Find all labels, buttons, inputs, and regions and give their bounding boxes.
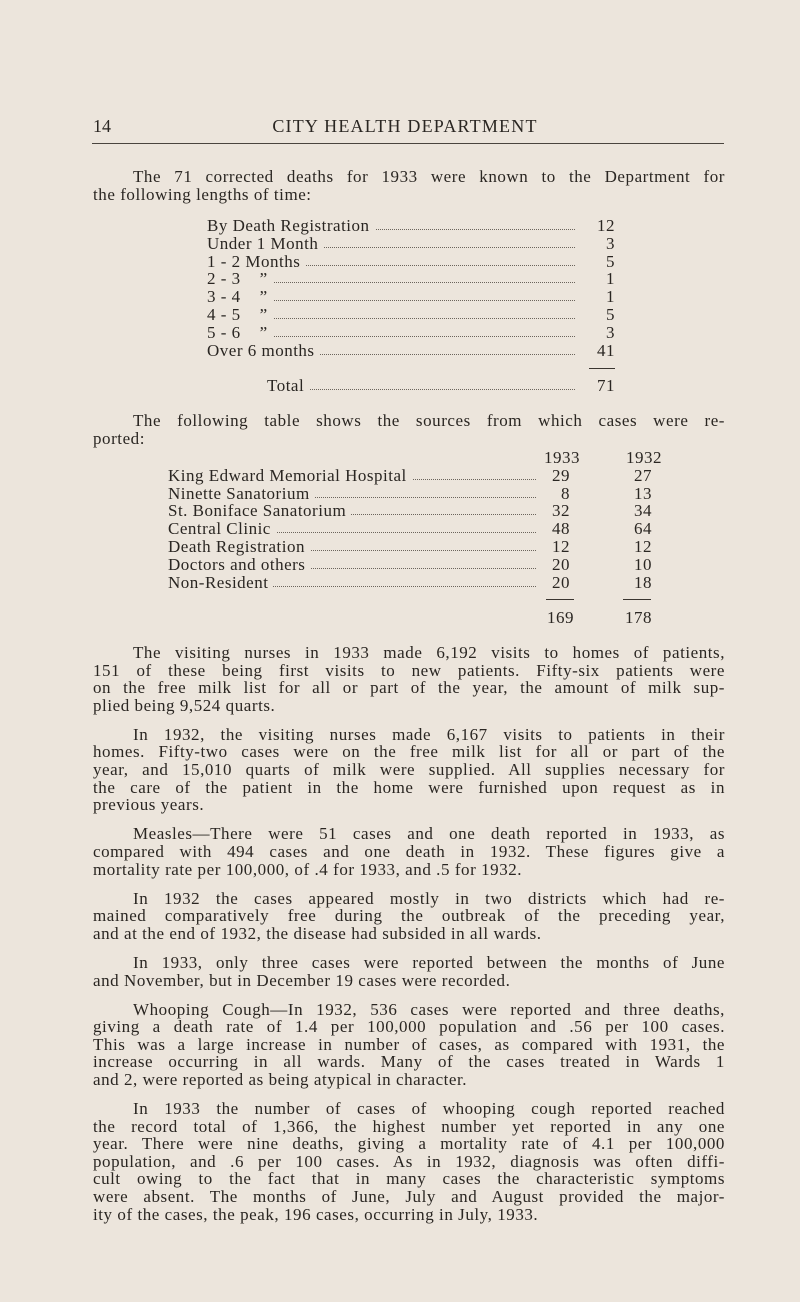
text-line: 151 of these being first visits to new patients. Fifty-six patients were (93, 660, 725, 680)
value-1932: 10 (634, 554, 652, 574)
text-line: ported: (93, 428, 146, 448)
text-line: In 1933, only three cases were reported between the months of June (133, 952, 725, 972)
sources-row (168, 574, 668, 592)
sources-row (168, 485, 668, 503)
sources-header-row (168, 449, 668, 467)
header-rule (92, 143, 724, 144)
value-1933: 20 (552, 572, 570, 592)
duration-value: 3 (606, 233, 615, 253)
duration-label: 4 - 5 ” (207, 306, 273, 324)
text-line: The visiting nurses in 1933 made 6,192 visits to homes of patients, (133, 643, 725, 662)
text-line: Whooping Cough—In 1932, 536 cases were reported and three deaths, (133, 999, 725, 1019)
duration-value: 12 (597, 216, 615, 235)
text-line: giving a death rate of 1.4 per 100,000 population and .56 per 100 cases. (93, 1017, 725, 1037)
total-value: 71 (597, 376, 615, 396)
text-line: The 71 corrected deaths for 1933 were known to the Department for (133, 167, 725, 186)
paragraph (93, 825, 725, 878)
text-line: increase occurring in all wards. Many of the cases treated in Wards 1 (93, 1052, 725, 1072)
text-line: mortality rate per 100,000, of .4 for 1933, and .5 for 1932. (93, 859, 523, 879)
sources-row (168, 502, 668, 520)
total-label: Total (267, 377, 309, 395)
value-1932: 27 (634, 465, 652, 485)
sources-row (168, 520, 668, 538)
duration-label: By Death Registration (207, 217, 375, 235)
source-label: Central Clinic (168, 520, 276, 538)
total-rule-1932 (623, 599, 651, 600)
sources-table (168, 449, 668, 627)
source-label: Ninette Sanatorium (168, 485, 315, 503)
value-1932: 34 (634, 501, 652, 521)
duration-row (207, 342, 617, 360)
value-1933: 20 (552, 554, 570, 574)
duration-label: 1 - 2 Months (207, 253, 305, 271)
duration-row (207, 270, 617, 288)
page-number: 14 (93, 116, 111, 136)
text-line: homes. Fifty-two cases were on the free milk list for all or part of the (93, 742, 725, 762)
duration-label: Under 1 Month (207, 235, 323, 253)
dot-leader (267, 282, 575, 283)
running-header-title: CITY HEALTH DEPARTMENT (272, 116, 538, 136)
sources-intro-paragraph (93, 412, 725, 447)
duration-table (207, 217, 617, 395)
value-1932: 12 (634, 536, 652, 556)
sources-total-row (168, 609, 668, 627)
duration-row (207, 306, 617, 324)
text-line: year. There were nine deaths, giving a mortality rate of 4.1 per 100,000 (93, 1134, 725, 1154)
dot-leader (267, 318, 575, 319)
text-line: In 1933 the number of cases of whooping cough reported reached (133, 1099, 725, 1119)
duration-value: 1 (606, 287, 615, 307)
text-line: cult owing to the fact that in many cases the characteristic symptoms (93, 1169, 725, 1189)
value-1933: 8 (561, 483, 570, 503)
paragraph (93, 644, 725, 714)
paragraph (93, 890, 725, 943)
value-1933: 48 (552, 519, 570, 539)
text-line: The following table shows the sources from which cases were re- (133, 411, 725, 430)
text-line: In 1932, the visiting nurses made 6,167 visits to patients in their (133, 724, 725, 744)
value-1932: 64 (634, 519, 652, 539)
column-header-1932: 1932 (626, 448, 662, 467)
text-line: mained comparatively free during the outbreak of the preceding year, (93, 906, 725, 926)
paragraph (93, 1100, 725, 1223)
dot-leader (267, 300, 575, 301)
text-line: the record total of 1,366, the highest number yet reported in any one (93, 1116, 725, 1136)
total-rule-1933 (546, 599, 574, 600)
text-line: were absent. The months of June, July and August provided the major- (93, 1187, 725, 1207)
text-line: previous years. (93, 795, 205, 815)
sources-row (168, 467, 668, 485)
body-paragraphs (93, 644, 725, 1223)
text-line: population, and .6 per 100 cases. As in 1932, diagnosis was often diffi- (93, 1151, 725, 1171)
value-1933: 32 (552, 501, 570, 521)
text-line: the following lengths of time: (93, 184, 312, 204)
paragraph (93, 1001, 725, 1089)
duration-value: 1 (606, 269, 615, 289)
duration-value: 3 (606, 322, 615, 342)
text-line: year, and 15,010 quarts of milk were supplied. All supplies necessary for (93, 760, 725, 780)
dot-leader (307, 389, 575, 390)
total-1932: 178 (625, 608, 652, 628)
dot-leader (228, 586, 536, 587)
value-1932: 13 (634, 483, 652, 503)
source-label: Non-Resident (168, 574, 273, 592)
duration-total-row (207, 377, 617, 395)
paragraph (93, 726, 725, 814)
duration-label: Over 6 months (207, 342, 320, 360)
value-1932: 18 (634, 572, 652, 592)
total-1933: 169 (547, 608, 574, 628)
value-1933: 12 (552, 536, 570, 556)
duration-label: 5 - 6 ” (207, 324, 273, 342)
duration-row (207, 217, 617, 235)
text-line: the care of the patient in the home were furnished upon request as in (93, 777, 725, 797)
text-line: ity of the cases, the peak, 196 cases, occurring in July, 1933. (93, 1204, 539, 1224)
text-line: Measles—There were 51 cases and one death reported in 1933, as (133, 824, 725, 844)
source-label: King Edward Memorial Hospital (168, 467, 412, 485)
duration-row (207, 253, 617, 271)
total-rule (589, 368, 615, 369)
text-line: and 2, were reported as being atypical in character. (93, 1069, 468, 1089)
sources-row (168, 538, 668, 556)
sources-row (168, 556, 668, 574)
column-header-1933: 1933 (544, 448, 580, 467)
text-line: compared with 494 cases and one death in 1932. These figures give a (93, 841, 725, 861)
text-line: on the free milk list for all or part of the year, the amount of milk sup- (93, 678, 725, 698)
duration-value: 5 (606, 251, 615, 271)
source-label: Death Registration (168, 538, 310, 556)
value-1933: 29 (552, 465, 570, 485)
duration-row (207, 324, 617, 342)
duration-label: 2 - 3 ” (207, 270, 273, 288)
paragraph (93, 954, 725, 989)
source-label: Doctors and others (168, 556, 310, 574)
duration-row (207, 235, 617, 253)
duration-value: 41 (597, 340, 615, 360)
text-line: This was a large increase in number of cases, as compared with 1931, the (93, 1034, 725, 1054)
text-line: and November, but in December 19 cases were recorded. (93, 970, 511, 990)
duration-value: 5 (606, 304, 615, 324)
dot-leader (267, 336, 575, 337)
source-label: St. Boniface Sanatorium (168, 502, 351, 520)
dot-leader (267, 265, 575, 266)
text-line: In 1932 the cases appeared mostly in two districts which had re- (133, 888, 725, 908)
intro-paragraph (93, 168, 725, 203)
text-line: and at the end of 1932, the disease had subsided in all wards. (93, 923, 542, 943)
duration-label: 3 - 4 ” (207, 288, 273, 306)
duration-row (207, 288, 617, 306)
text-line: plied being 9,524 quarts. (93, 695, 276, 715)
